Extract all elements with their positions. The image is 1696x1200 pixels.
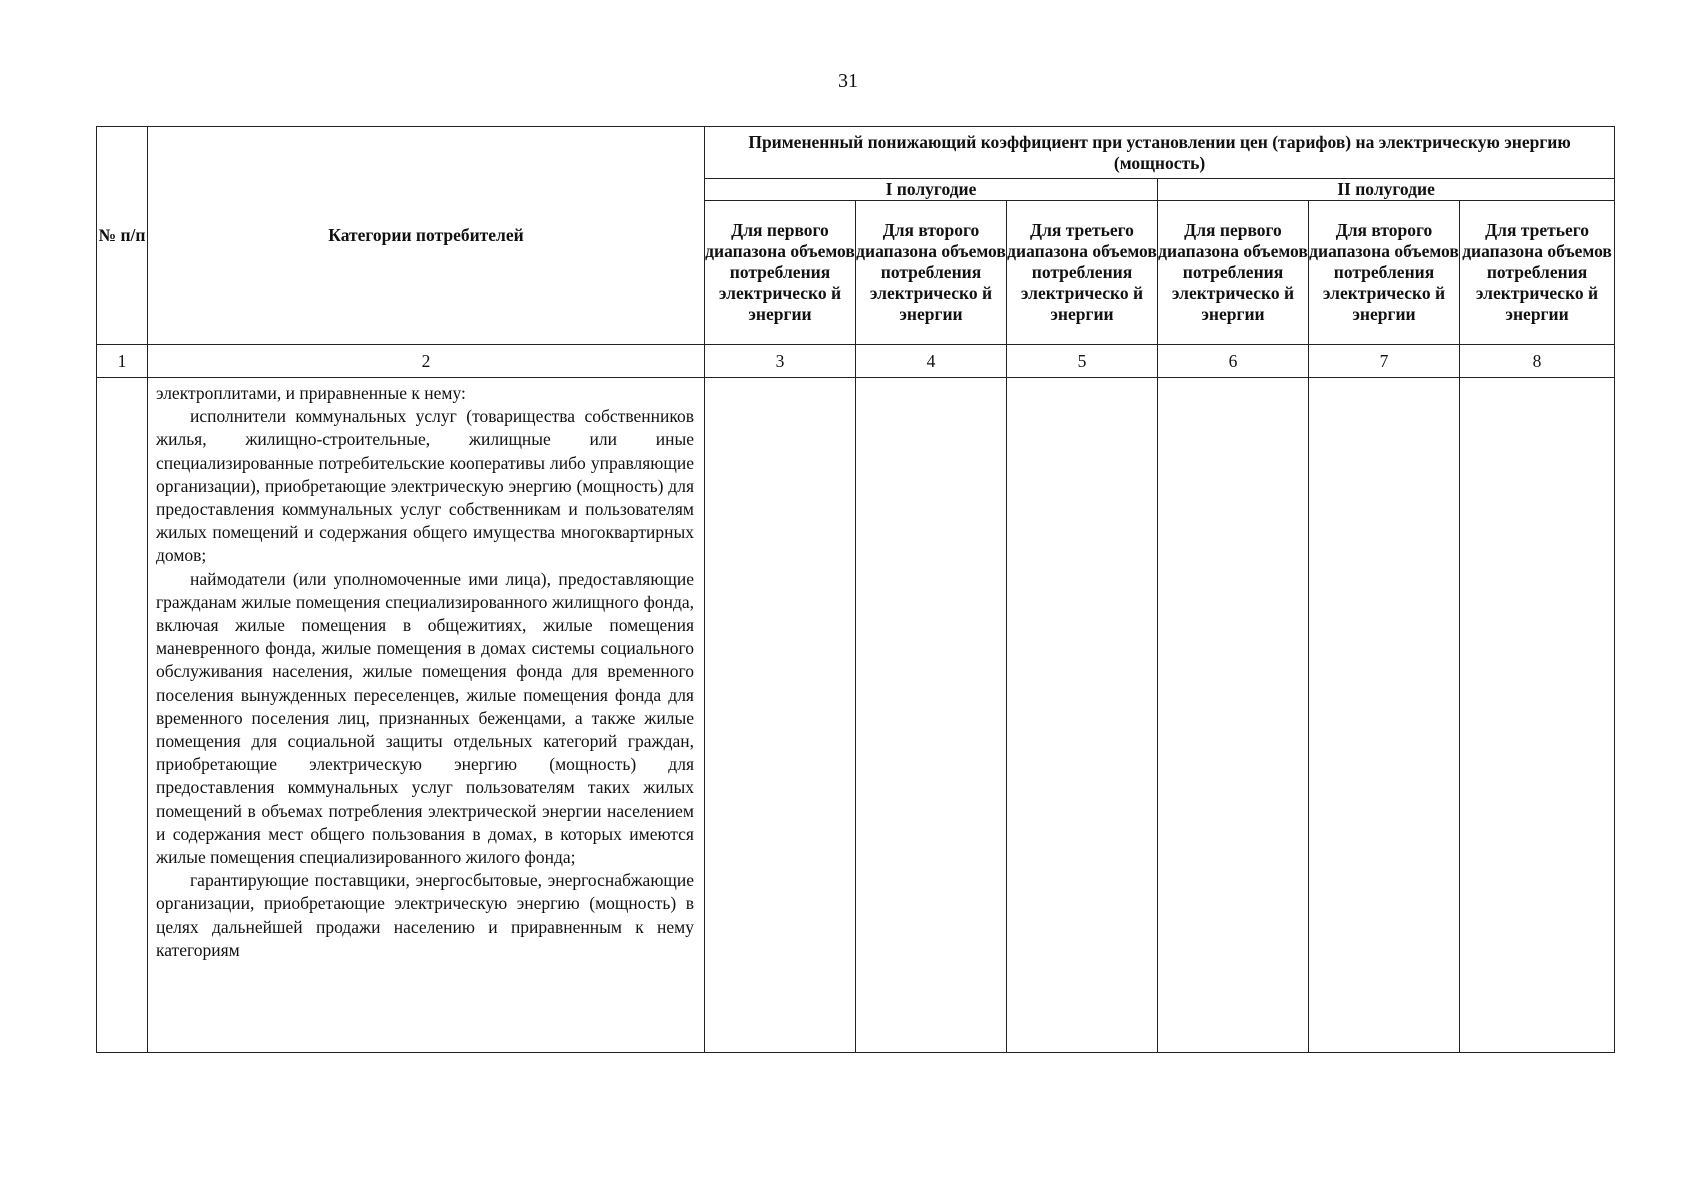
category-paragraph: исполнители коммунальных услуг (товарищества собственников жилья, жилищно-строительные, жилищные или иные специализированные потребительские кооперативы либо управляющие организации), приобретающие электрическую энергию (мощность) для предоставления коммунальных услуг собственникам и пользователям жилых помещений и содержания общего имущества многоквартирных домов; bbox=[156, 406, 694, 566]
range-header-1: Для первого диапазона объемов потребления электрическо й энергии bbox=[705, 201, 856, 345]
column-number: 5 bbox=[1007, 345, 1158, 378]
column-number: 8 bbox=[1460, 345, 1615, 378]
column-number: 1 bbox=[97, 345, 148, 378]
range-header-4: Для первого диапазона объемов потребления электрическо й энергии bbox=[1158, 201, 1309, 345]
column-number: 2 bbox=[148, 345, 705, 378]
half-year-2-header: II полугодие bbox=[1158, 179, 1615, 201]
coefficient-value-cell bbox=[1460, 378, 1615, 1053]
range-header-2: Для второго диапазона объемов потребления электрическо й энергии bbox=[856, 201, 1007, 345]
category-paragraph: гарантирующие поставщики, энергосбытовые, энергоснабжающие организации, приобретающие электрическую энергию (мощность) в целях дальнейшей продажи населению и приравненным к нему категориям bbox=[156, 870, 694, 960]
coefficient-value-cell bbox=[1158, 378, 1309, 1053]
category-paragraph: наймодатели (или уполномоченные ими лица), предоставляющие гражданам жилые помещения специализированного жилищного фонда, включая жилые помещения в общежитиях, жилые помещения маневренного фонда, жилые помещения в домах системы социального обслуживания населения, жилые помещения фонда для временного поселения вынужденных переселенцев, жилые помещения фонда для временного поселения лиц, признанных беженцами, а также жилые помещения для социальной защиты отдельных категорий граждан, приобретающие электрическую энергию (мощность) для предоставления коммунальных услуг пользователям таких жилых помещений в объемах потребления электрической энергии населением и содержания мест общего пользования в домах, в которых имеются жилые помещения специализированного жилого фонда; bbox=[156, 568, 694, 868]
category-paragraph: электроплитами, и приравненные к нему: bbox=[156, 383, 466, 403]
column-number: 7 bbox=[1309, 345, 1460, 378]
row-number-cell bbox=[97, 378, 148, 1053]
page-number: 31 bbox=[838, 70, 858, 92]
coefficient-header: Примененный понижающий коэффициент при установлении цен (тарифов) на электрическую энергию (мощность) bbox=[705, 127, 1615, 179]
range-header-5: Для второго диапазона объемов потребления электрическо й энергии bbox=[1309, 201, 1460, 345]
col-num-header: № п/п bbox=[97, 127, 148, 345]
column-number: 3 bbox=[705, 345, 856, 378]
coefficient-value-cell bbox=[705, 378, 856, 1053]
coefficient-value-cell bbox=[856, 378, 1007, 1053]
column-number: 6 bbox=[1158, 345, 1309, 378]
col-category-header: Категории потребителей bbox=[148, 127, 705, 345]
category-cell bbox=[148, 378, 705, 1053]
half-year-1-header: I полугодие bbox=[705, 179, 1158, 201]
column-number: 4 bbox=[856, 345, 1007, 378]
range-header-6: Для третьего диапазона объемов потребления электрическо й энергии bbox=[1460, 201, 1615, 345]
range-header-3: Для третьего диапазона объемов потребления электрическо й энергии bbox=[1007, 201, 1158, 345]
tariff-coefficient-table bbox=[96, 126, 1615, 1053]
category-description bbox=[148, 378, 704, 1052]
coefficient-value-cell bbox=[1007, 378, 1158, 1053]
coefficient-value-cell bbox=[1309, 378, 1460, 1053]
